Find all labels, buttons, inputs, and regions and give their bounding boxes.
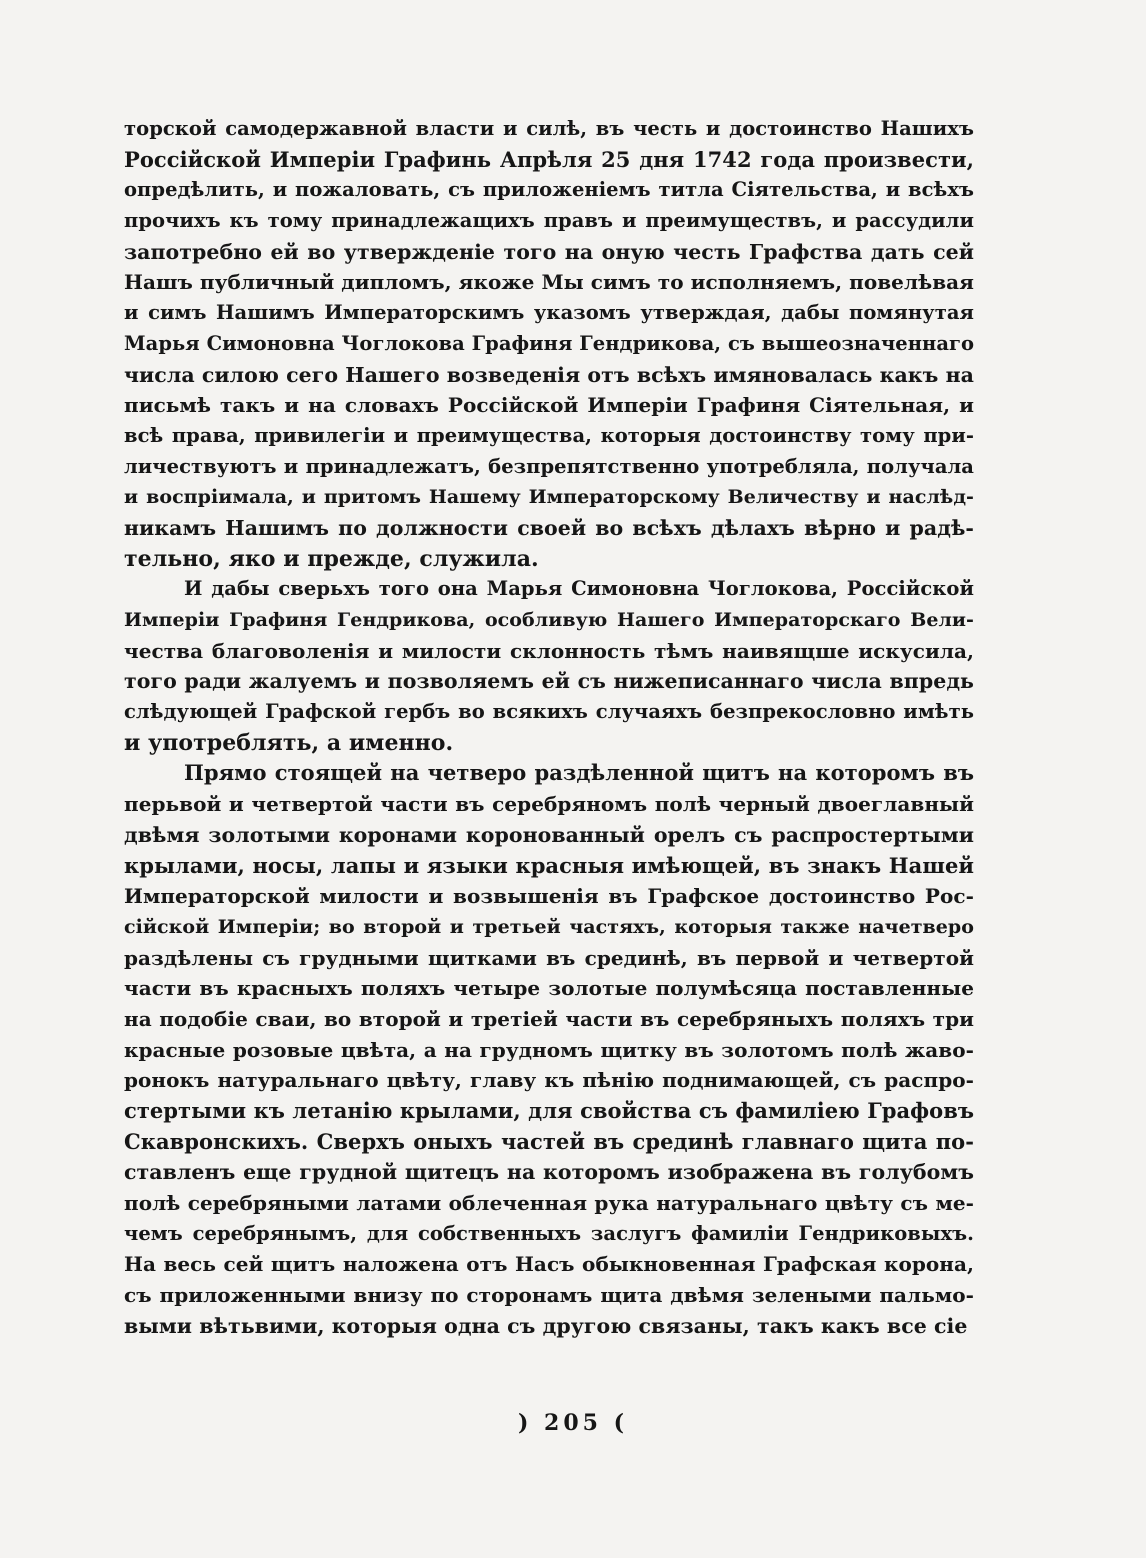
text-line: части въ красныхъ поляхъ четыре золотые полумѣсяца поставленные	[124, 976, 974, 1001]
text-line: Скавронскихъ. Сверхъ оныхъ частей въ срединѣ главнаго щита по-	[124, 1128, 974, 1154]
text-line: на подобіе сваи, во второй и третіей части въ серебряныхъ поляхъ три	[124, 1006, 974, 1031]
text-line: красные розовые цвѣта, а на грудномъ щитку въ золотомъ полѣ жаво-	[124, 1037, 974, 1062]
text-line: стертыми къ летанію крылами, для свойства съ фамиліею Графовъ	[124, 1098, 974, 1123]
text-line: Имперіи Графиня Гендрикова, особливую Нашего Императорскаго Вели-	[124, 609, 974, 631]
text-line: Россійской Имперіи Графинь Апрѣля 25 дня 1742 года произвести,	[124, 146, 974, 172]
text-line: полѣ серебряными латами облеченная рука натуральнаго цвѣту съ ме-	[124, 1191, 974, 1216]
text-line: личествуютъ и принадлежатъ, безпрепятственно употребляла, получала	[124, 454, 974, 478]
text-line: и симъ Нашимъ Императорскимъ указомъ утверждая, дабы помянутая	[124, 301, 974, 325]
text-line: письмѣ такъ и на словахъ Россійской Имперіи Графиня Сіятельная, и	[124, 393, 974, 418]
paragraph	[124, 574, 974, 758]
text-line: прочихъ къ тому принадлежащихъ правъ и преимуществъ, и рассудили	[124, 209, 974, 233]
text-line: опредѣлить, и пожаловать, съ приложеніемъ титла Сіятельства, и всѣхъ	[124, 178, 974, 202]
text-line: числа силою сего Нашего возведенія отъ всѣхъ имяновалась какъ на	[124, 362, 974, 387]
text-line: На весь сей щитъ наложена отъ Насъ обыкновенная Графская корона,	[124, 1252, 974, 1277]
paragraph	[124, 758, 974, 1341]
text-line: чемъ серебрянымъ, для собственныхъ заслугъ фамиліи Гендриковыхъ.	[124, 1221, 974, 1245]
body-text	[124, 114, 974, 1342]
text-line: Прямо стоящей на четверо раздѣленной щитъ на которомъ въ	[184, 760, 974, 786]
text-line: сійской Имперіи; во второй и третьей частяхъ, которыя также начетверо	[124, 915, 974, 938]
text-line: Марья Симоновна Чоглокова Графиня Гендрикова, съ вышеозначеннаго	[124, 331, 974, 355]
text-line: ронокъ натуральнаго цвѣту, главу къ пѣнію поднимающей, съ распро-	[124, 1068, 974, 1093]
text-line: двѣмя золотыми коронами коронованный орелъ съ распростертыми	[124, 822, 974, 847]
text-line: запотребно ей во утвержденіе того на оную честь Графства дать сей	[124, 239, 974, 264]
text-line: всѣ права, привилегіи и преимущества, которыя достоинству тому при-	[124, 423, 974, 447]
text-line: Нашъ публичный дипломъ, якоже Мы симъ то исполняемъ, повелѣвая	[124, 270, 974, 295]
text-line: слѣдующей Графской гербъ во всякихъ случаяхъ безпрекословно имѣть	[124, 700, 974, 724]
text-line: раздѣлены съ грудными щитками въ срединѣ, въ первой и четвертой	[124, 945, 974, 970]
text-line: тельно, яко и прежде, служила.	[124, 545, 539, 572]
text-line: Императорской милости и возвышенія въ Графское достоинство Рос-	[124, 884, 974, 909]
text-line: перьвой и четвертой части въ серебряномъ полѣ черный двоеглавный	[124, 792, 974, 817]
text-line: и воспріимала, и притомъ Нашему Императорскому Величеству и наслѣд-	[124, 486, 974, 509]
text-line: выми вѣтьвими, которыя одна съ другою связаны, такъ какъ все сіе	[124, 1313, 968, 1338]
text-line: съ приложенными внизу по сторонамъ щита двѣмя зелеными пальмо-	[124, 1283, 974, 1308]
text-line: И дабы сверьхъ того она Марья Симоновна Чоглокова, Россійской	[184, 577, 974, 601]
text-line: никамъ Нашимъ по должности своей во всѣхъ дѣлахъ вѣрно и радѣ-	[124, 515, 974, 540]
text-line: того ради жалуемъ и позволяемъ ей съ нижеписаннаго числа впредь	[124, 669, 974, 694]
text-line: торской самодержавной власти и силѣ, въ честь и достоинство Нашихъ	[124, 117, 974, 140]
text-line: ставленъ еще грудной щитецъ на которомъ изображена въ голубомъ	[124, 1160, 974, 1185]
text-line: и употреблять, а именно.	[124, 729, 454, 756]
paragraph	[124, 114, 974, 574]
page-number: ) 205 (	[517, 1410, 629, 1436]
text-line: крылами, носы, лапы и языки красныя имѣющей, въ знакъ Нашей	[124, 852, 974, 878]
text-line: чества благоволенія и милости склонность тѣмъ наивящше искусила,	[124, 638, 974, 663]
